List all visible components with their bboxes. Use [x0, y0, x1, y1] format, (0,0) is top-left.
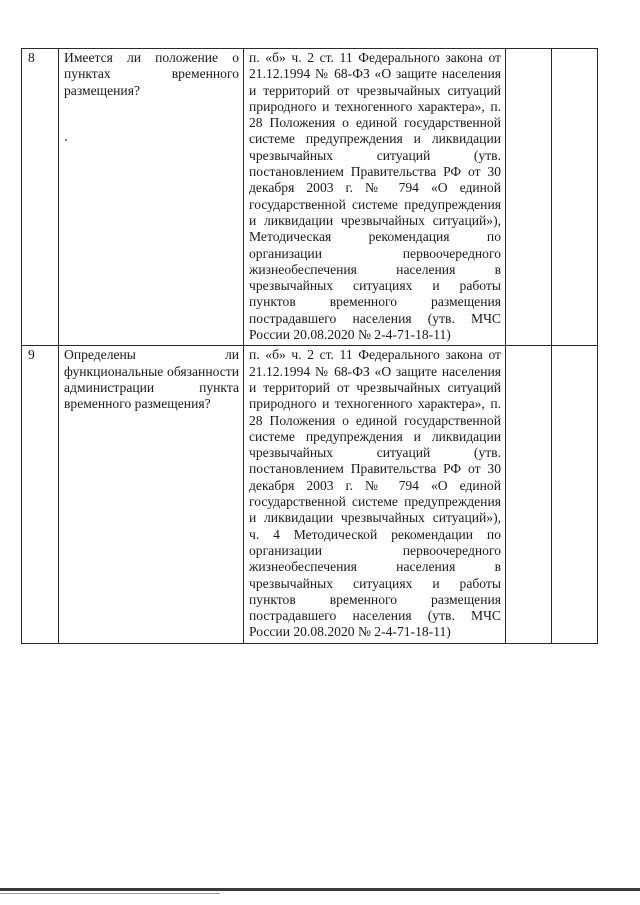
legal-reference-cell: п. «б» ч. 2 ст. 11 Федерального закона от 21.12.1994 № 68-ФЗ «О защите населения и территорий от чрезвычайных ситуаций природного и техногенного характера», п. 28 Положения о единой государственной системе предупреждения и ликвидации чрезвычайных ситуаций (утв. постановлением Правительства РФ от 30 декабря 2003 г. № 794 «О единой государственной системе предупреждения и ликвидации чрезвычайных ситуаций»), Методическая рекомендация по организации первоочередного жизнеобеспечения населения в чрезвычайных ситуациях и работы пунктов временного размещения пострадавшего населения (утв. МЧС России 20.08.2020 № 2-4-71-18-11) [244, 49, 506, 346]
question-cell: Имеется ли положение о пунктах временного размещения? [59, 49, 244, 346]
page-bottom-rule-shadow [0, 893, 220, 894]
table-row [22, 49, 598, 346]
scan-speck [65, 139, 67, 141]
row-number: 8 [22, 49, 59, 346]
answer-cell-no [552, 346, 598, 643]
checklist-table [21, 48, 598, 644]
table-row [22, 346, 598, 643]
answer-cell-yes [506, 49, 552, 346]
row-number: 9 [22, 346, 59, 643]
answer-cell-no [552, 49, 598, 346]
page-bottom-rule [0, 888, 640, 891]
answer-cell-yes [506, 346, 552, 643]
legal-reference-cell: п. «б» ч. 2 ст. 11 Федерального закона от 21.12.1994 № 68-ФЗ «О защите населения и территорий от чрезвычайных ситуаций природного и техногенного характера», п. 28 Положения о единой государственной системе предупреждения и ликвидации чрезвычайных ситуаций (утв. постановлением Правительства РФ от 30 декабря 2003 г. № 794 «О единой государственной системе предупреждения и ликвидации чрезвычайных ситуаций»), ч. 4 Методической рекомендации по организации первоочередного жизнеобеспечения населения в чрезвычайных ситуациях и работы пунктов временного размещения пострадавшего населения (утв. МЧС России 20.08.2020 № 2-4-71-18-11) [244, 346, 506, 643]
question-cell: Определены ли функциональные обязанности администрации пункта временного размещения? [59, 346, 244, 643]
